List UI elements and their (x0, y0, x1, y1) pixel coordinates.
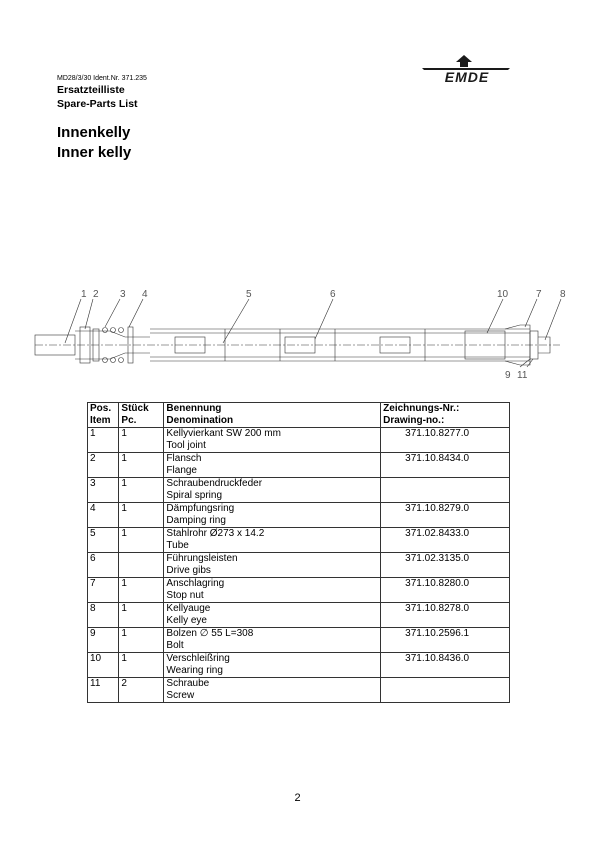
header-drawing: Zeichnungs-Nr.: Drawing-no.: (381, 403, 510, 428)
table-row (88, 653, 510, 678)
header-qty: Stück Pc. (119, 403, 164, 428)
row-drawing: 371.10.8279.0 (381, 503, 510, 528)
table-row (88, 603, 510, 628)
row-pos: 11 (88, 678, 119, 703)
row-qty: 2 (119, 678, 164, 703)
row-name: Stahlrohr Ø273 x 14.2 Tube (164, 528, 381, 553)
row-drawing: 371.10.8278.0 (381, 603, 510, 628)
row-drawing (381, 678, 510, 703)
inner-kelly-drawing (25, 285, 580, 380)
table-row (88, 553, 510, 578)
callout-4: 4 (142, 289, 148, 300)
row-pos: 2 (88, 453, 119, 478)
title-english: Inner kelly (57, 144, 132, 161)
row-name: Flansch Flange (164, 453, 381, 478)
subtitle-german: Ersatzteilliste (57, 84, 125, 96)
title-german: Innenkelly (57, 124, 131, 141)
callout-11: 11 (517, 370, 528, 380)
row-pos: 7 (88, 578, 119, 603)
row-pos: 10 (88, 653, 119, 678)
row-name: Dämpfungsring Damping ring (164, 503, 381, 528)
row-qty: 1 (119, 578, 164, 603)
table-row (88, 503, 510, 528)
row-drawing: 371.10.8434.0 (381, 453, 510, 478)
row-qty: 1 (119, 428, 164, 453)
row-qty: 1 (119, 478, 164, 503)
callout-9: 9 (505, 370, 511, 380)
row-name: Verschleißring Wearing ring (164, 653, 381, 678)
callout-6: 6 (330, 289, 336, 300)
row-name: Führungsleisten Drive gibs (164, 553, 381, 578)
logo-lettering: EMDE (444, 69, 490, 83)
row-qty: 1 (119, 503, 164, 528)
table-row (88, 453, 510, 478)
subtitle-english: Spare-Parts List (57, 98, 138, 110)
row-pos: 6 (88, 553, 119, 578)
row-pos: 9 (88, 628, 119, 653)
ident-number: MD28/3/30 Ident.Nr. 371.235 (57, 75, 147, 82)
header-name: Benennung Denomination (164, 403, 381, 428)
table-row (88, 478, 510, 503)
row-drawing: 371.02.8433.0 (381, 528, 510, 553)
row-drawing: 371.10.8280.0 (381, 578, 510, 603)
callout-5: 5 (246, 289, 252, 300)
row-drawing: 371.10.2596.1 (381, 628, 510, 653)
row-qty: 1 (119, 603, 164, 628)
row-name: Schraubendruckfeder Spiral spring (164, 478, 381, 503)
table-row (88, 678, 510, 703)
row-qty: 1 (119, 628, 164, 653)
emde-logo (420, 55, 515, 83)
row-qty: 1 (119, 453, 164, 478)
callout-1: 1 (81, 289, 87, 300)
row-drawing (381, 478, 510, 503)
callout-7: 7 (536, 289, 542, 300)
callout-8: 8 (560, 289, 566, 300)
row-qty (119, 553, 164, 578)
row-qty: 1 (119, 528, 164, 553)
row-pos: 8 (88, 603, 119, 628)
row-drawing: 371.10.8436.0 (381, 653, 510, 678)
row-pos: 3 (88, 478, 119, 503)
row-name: Anschlagring Stop nut (164, 578, 381, 603)
callout-2: 2 (93, 289, 99, 300)
row-name: Bolzen ∅ 55 L=308 Bolt (164, 628, 381, 653)
row-qty: 1 (119, 653, 164, 678)
row-name: Kellyvierkant SW 200 mm Tool joint (164, 428, 381, 453)
table-header-row (88, 403, 510, 428)
row-drawing: 371.02.3135.0 (381, 553, 510, 578)
header-pos: Pos. Item (88, 403, 119, 428)
row-name: Schraube Screw (164, 678, 381, 703)
callout-10: 10 (497, 289, 509, 300)
row-pos: 1 (88, 428, 119, 453)
table-row (88, 528, 510, 553)
row-pos: 4 (88, 503, 119, 528)
table-row (88, 628, 510, 653)
page-number: 2 (294, 792, 301, 804)
table-row (88, 428, 510, 453)
row-pos: 5 (88, 528, 119, 553)
callout-3: 3 (120, 289, 126, 300)
row-name: Kellyauge Kelly eye (164, 603, 381, 628)
row-drawing: 371.10.8277.0 (381, 428, 510, 453)
table-row (88, 578, 510, 603)
spare-parts-table (87, 402, 510, 703)
